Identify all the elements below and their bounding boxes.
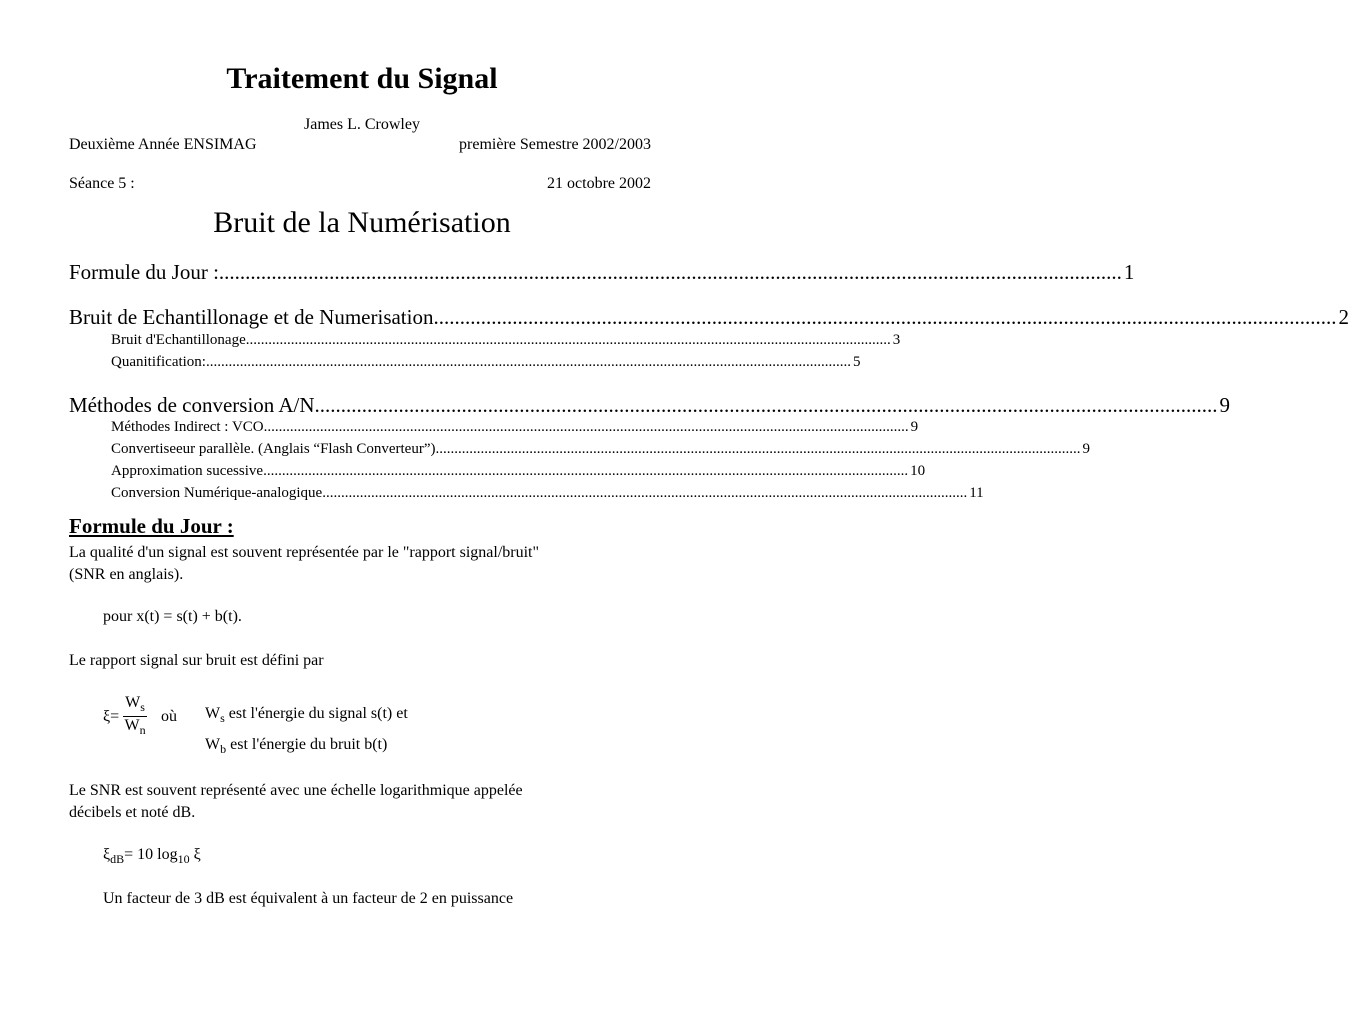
paragraph-line: décibels et noté dB. — [69, 804, 196, 821]
toc-page-number: 9 — [1082, 441, 1090, 457]
def-text: est l'énergie du bruit b(t) — [226, 736, 388, 753]
definition-wb — [205, 736, 387, 757]
toc-subentry-echantillonage[interactable] — [111, 332, 901, 349]
toc-leader-dots: ............................................................................................................................................................................ — [435, 441, 1081, 457]
toc-entry-label: Conversion Numérique-analogique — [111, 485, 323, 501]
toc-subentry-quantification[interactable] — [111, 354, 861, 371]
paragraph-line: (SNR en anglais). — [69, 566, 184, 583]
db-formula-end: ξ — [189, 846, 201, 863]
signal-equation: pour x(t) = s(t) + b(t). — [103, 608, 242, 625]
toc-subentry-approximation[interactable] — [111, 463, 926, 480]
def-text: est l'énergie du signal s(t) et — [224, 705, 408, 722]
xi-symbol: ξ — [103, 846, 111, 863]
toc-entry-label: Quanitification: — [111, 354, 206, 370]
paragraph-line: Le rapport signal sur bruit est défini par — [69, 652, 324, 669]
toc-page-number: 9 — [1219, 393, 1231, 417]
document-subtitle: Bruit de la Numérisation — [213, 206, 511, 239]
toc-leader-dots: ............................................................................................................................................................................ — [218, 260, 1122, 284]
snr-fraction — [123, 694, 147, 739]
numerator-subscript: s — [140, 700, 145, 714]
toc-page-number: 10 — [910, 463, 926, 479]
toc-entry-label: Bruit d'Echantillonage — [111, 332, 246, 348]
toc-leader-dots: ............................................................................................................................................................................ — [245, 332, 891, 348]
def-subscript: s — [220, 711, 225, 725]
document-title: Traitement du Signal — [226, 62, 498, 95]
toc-entry-label: Convertiseeur parallèle. (Anglais “Flash Converteur”) — [111, 441, 436, 457]
toc-leader-dots: ............................................................................................................................................................................ — [433, 305, 1337, 329]
ou-word: où — [160, 707, 177, 725]
toc-page-number: 1 — [1123, 260, 1135, 284]
toc-subentry-conversion[interactable] — [111, 485, 984, 502]
toc-entry-bruit[interactable] — [69, 305, 1349, 330]
section-heading: Formule du Jour : — [69, 514, 234, 538]
toc-entry-label: Bruit de Echantillonage et de Numerisation — [69, 305, 434, 329]
course-name: Deuxième Année ENSIMAG — [69, 136, 257, 153]
denominator-subscript: n — [139, 723, 146, 737]
toc-page-number: 5 — [852, 354, 861, 370]
snr-formula — [103, 694, 177, 739]
xi-symbol: ξ= — [103, 707, 120, 725]
toc-leader-dots: ............................................................................................................................................................................ — [263, 419, 909, 435]
paragraph-line: Le SNR est souvent représenté avec une échelle logarithmique appelée — [69, 782, 523, 799]
paragraph-line: La qualité d'un signal est souvent représentée par le "rapport signal/bruit" — [69, 544, 540, 561]
toc-leader-dots: ............................................................................................................................................................................ — [314, 393, 1218, 417]
db-formula-text: = 10 log — [124, 846, 178, 863]
toc-subentry-flash[interactable] — [111, 441, 1090, 458]
toc-page-number: 3 — [892, 332, 901, 348]
toc-page-number: 9 — [910, 419, 919, 435]
toc-leader-dots: ............................................................................................................................................................................ — [205, 354, 851, 370]
def-symbol: W — [205, 705, 221, 722]
toc-entry-label: Formule du Jour : — [69, 260, 219, 284]
session-date: 21 octobre 2002 — [547, 175, 651, 192]
fraction-denominator: W — [124, 717, 140, 734]
db-formula — [103, 846, 201, 867]
log-base-subscript: 10 — [177, 852, 190, 866]
toc-leader-dots: ............................................................................................................................................................................ — [322, 485, 968, 501]
semester: première Semestre 2002/2003 — [459, 136, 651, 153]
def-symbol: W — [205, 736, 221, 753]
toc-leader-dots: ............................................................................................................................................................................ — [263, 463, 909, 479]
fraction-numerator: W — [125, 694, 141, 711]
toc-entry-methodes[interactable] — [69, 393, 1231, 418]
definition-ws — [205, 705, 408, 726]
db-subscript: dB — [110, 852, 125, 866]
toc-entry-formule[interactable] — [69, 260, 1135, 285]
toc-page-number: 11 — [969, 485, 984, 501]
toc-entry-label: Approximation sucessive — [111, 463, 264, 479]
session-number: Séance 5 : — [69, 175, 135, 192]
author: James L. Crowley — [304, 116, 420, 133]
toc-entry-label: Méthodes de conversion A/N — [69, 393, 315, 417]
paragraph-line: Un facteur de 3 dB est équivalent à un facteur de 2 en puissance — [103, 890, 514, 907]
toc-subentry-vco[interactable] — [111, 419, 919, 436]
toc-page-number: 2 — [1338, 305, 1349, 329]
toc-entry-label: Méthodes Indirect : VCO — [111, 419, 264, 435]
def-subscript: b — [220, 742, 227, 756]
